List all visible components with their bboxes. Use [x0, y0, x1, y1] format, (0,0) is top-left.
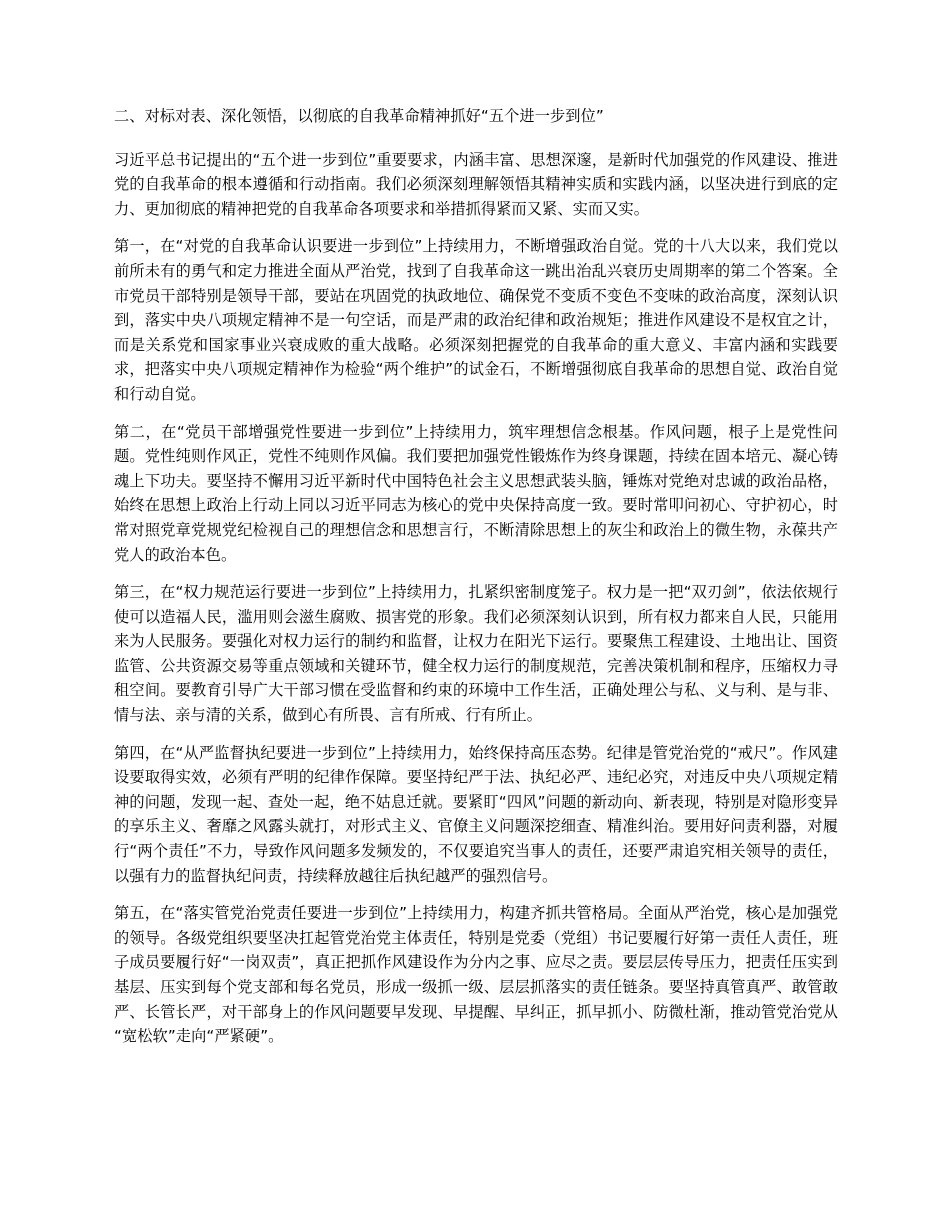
paragraph-point-three: 第三，在“权力规范运行要进一步到位”上持续用力，扎紧织密制度笼子。权力是一把“双刃剑”，依法依规行使可以造福人民，滥用则会滋生腐败、损害党的形象。我们必须深刻认识到，所有权力都来自人民，只能用来为人民服务。要强化对权力运行的制约和监督，让权力在阳光下运行。要聚焦工程建设、土地出让、国资监管、公共资源交易等重点领域和关键环节，健全权力运行的制度规范，完善决策机制和程序，压缩权力寻租空间。要教育引导广大干部习惯在受监督和约束的环境中工作生活，正确处理公与私、义与利、是与非、情与法、亲与清的关系，做到心有所畏、言有所戒、行有所止。: [114, 583, 838, 725]
paragraph-intro: 习近平总书记提出的“五个进一步到位”重要要求，内涵丰富、思想深邃，是新时代加强党的作风建设、推进党的自我革命的根本遵循和行动指南。我们必须深刻理解领悟其精神实质和实践内涵，以坚决进行到底的定力、更加彻底的精神把党的自我革命各项要求和举措抓得紧而又紧、实而又实。: [114, 150, 838, 218]
paragraph-point-five: 第五，在“落实管党治党责任要进一步到位”上持续用力，构建齐抓共管格局。全面从严治党，核心是加强党的领导。各级党组织要坚决扛起管党治党主体责任，特别是党委（党组）书记要履行好第一责任人责任，班子成员要履行好“一岗双责”，真正把抓作风建设作为分内之事、应尽之责。要层层传导压力，把责任压实到基层、压实到每个党支部和每名党员，形成一级抓一级、层层抓落实的责任链条。要坚持真管真严、敢管敢严、长管长严，对干部身上的作风问题要早发现、早提醒、早纠正，抓早抓小、防微杜渐，推动管党治党从“宽松软”走向“严紧硬”。: [114, 904, 838, 1046]
paragraph-point-four: 第四，在“从严监督执纪要进一步到位”上持续用力，始终保持高压态势。纪律是管党治党的“戒尺”。作风建设要取得实效，必须有严明的纪律作保障。要坚持纪严于法、执纪必严、违纪必究，对违反中央八项规定精神的问题，发现一起、查处一起，绝不姑息迁就。要紧盯“四风”问题的新动向、新表现，特别是对隐形变异的享乐主义、奢靡之风露头就打，对形式主义、官僚主义问题深挖细查、精准纠治。要用好问责利器，对履行“两个责任”不力，导致作风问题多发频发的，不仅要追究当事人的责任，还要严肃追究相关领导的责任，以强有力的监督执纪问责，持续释放越往后执纪越严的强烈信号。: [114, 743, 838, 885]
paragraph-point-two: 第二，在“党员干部增强党性要进一步到位”上持续用力，筑牢理想信念根基。作风问题，根子上是党性问题。党性纯则作风正，党性不纯则作风偏。我们要把加强党性锻炼作为终身课题，持续在固本培元、凝心铸魂上下功夫。要坚持不懈用习近平新时代中国特色社会主义思想武装头脑，锤炼对党绝对忠诚的政治品格，始终在思想上政治上行动上同以习近平同志为核心的党中央保持高度一致。要时常叩问初心、守护初心，时常对照党章党规党纪检视自己的理想信念和思想言行，不断清除思想上的灰尘和政治上的微生物，永葆共产党人的政治本色。: [114, 422, 838, 564]
document-body: [114, 104, 838, 1049]
paragraph-point-one: 第一，在“对党的自我革命认识要进一步到位”上持续用力，不断增强政治自觉。党的十八大以来，我们党以前所未有的勇气和定力推进全面从严治党，找到了自我革命这一跳出治乱兴衰历史周期率的第二个答案。全市党员干部特别是领导干部，要站在巩固党的执政地位、确保党不变质不变色不变味的政治高度，深刻认识到，落实中央八项规定精神不是一句空话，而是严肃的政治纪律和政治规矩；推进作风建设不是权宜之计，而是关系党和国家事业兴衰成败的重大战略。必须深刻把握党的自我革命的重大意义、丰富内涵和实践要求，把落实中央八项规定精神作为检验“两个维护”的试金石，不断增强彻底自我革命的思想自觉、政治自觉和行动自觉。: [114, 237, 838, 403]
section-heading: 二、对标对表、深化领悟，以彻底的自我革命精神抓好“五个进一步到位”: [114, 107, 604, 125]
